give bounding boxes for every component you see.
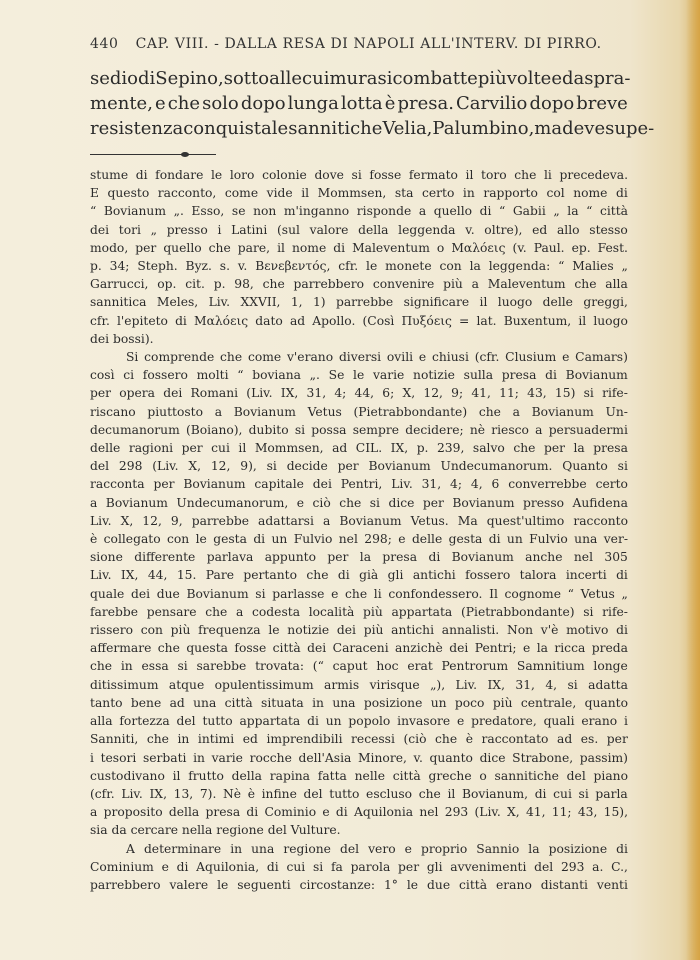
footnote-line: decumanorum (Boiano), dubito si possa sempre decidere; nè riesco a persuadermi: [90, 422, 628, 437]
footnote-separator-ornament: [181, 152, 189, 157]
page-edge-shading: [686, 0, 700, 960]
footnote-line: dei tori „ presso i Latini (sul valore della leggenda v. oltre), ed allo stesso: [90, 222, 628, 237]
footnote-line: Garrucci, op. cit. p. 98, che parrebbero convenire più a Maleventum che alla: [90, 277, 628, 292]
footnote-line: modo, per quello che pare, il nome di Maleventum o Μαλόεις (v. Paul. ep. Fest.: [90, 240, 628, 255]
footnote-line: custodivano il frutto della rapina fatta nelle città greche o sannitiche del piano: [90, 768, 628, 783]
footnote-line: ditissimum atque opulentissimum armis virisque „), Liv. IX, 31, 4, si adatta: [90, 677, 628, 692]
footnote-line: a Bovianum Undecumanorum, e ciò che si dice per Bovianum presso Aufidena: [90, 495, 628, 510]
footnote-separator: [90, 154, 216, 155]
footnote-line: è collegato con le gesta di un Fulvio nel 298; e delle gesta di un Fulvio una ver-: [90, 532, 628, 547]
footnote-text: [90, 166, 628, 894]
footnote-line: Liv. X, 12, 9, parrebbe adattarsi a Bovianum Vetus. Ma quest'ultimo racconto: [90, 513, 628, 528]
footnote-line: sannitica Meles, Liv. XXVII, 1, 1) parrebbe significare il luogo delle greggi,: [90, 295, 628, 310]
main-text-line: mente, e che solo dopo lunga lotta è presa. Carvilio dopo breve: [90, 93, 628, 114]
running-header: [90, 36, 630, 52]
footnote-line: i tesori serbati in varie rocche dell'Asia Minore, v. quanto dice Strabone, passim): [90, 750, 628, 765]
main-body-text: [90, 66, 655, 141]
footnote-line: delle ragioni per cui il Mommsen, ad CIL. IX, p. 239, salvo che per la presa: [90, 441, 628, 456]
main-text-line: resistenza conquista le sannitiche Velia, Palumbino, ma deve supe-: [90, 118, 655, 139]
footnote-line: p. 34; Steph. Byz. s. v. Βενεβεντός, cfr. le monete con la leggenda: “ Malies „: [90, 259, 628, 274]
footnote-line: cfr. l'epiteto di Μαλόεις dato ad Apollo. (Così Πυξόεις = lat. Buxentum, il luogo: [90, 313, 628, 328]
footnote-line: Cominium e di Aquilonia, di cui si fa parola per gli avvenimenti del 293 a. C.,: [90, 859, 628, 874]
footnote-line: farebbe pensare che a codesta località più appartata (Pietrabbondante) si rife-: [90, 604, 628, 619]
footnote-line: Sanniti, che in intimi ed imprendibili recessi (ciò che è raccontato ad es. per: [90, 732, 628, 747]
running-title: CAP. VIII. - DALLA RESA DI NAPOLI ALL'INTERV. DI PIRRO.: [135, 36, 602, 52]
footnote-line: Si comprende che come v'erano diversi ovili e chiusi (cfr. Clusium e Camars): [126, 350, 628, 365]
footnote-line: “ Bovianum „. Esso, se non m'inganno risponde a quello di “ Gabii „ la “ città: [90, 204, 628, 219]
footnote-line: (cfr. Liv. IX, 13, 7). Nè è infine del tutto escluso che il Bovianum, di cui si parla: [90, 786, 628, 801]
footnote-line: così ci fossero molti “ boviana „. Se le varie notizie sulla presa di Bovianum: [90, 368, 628, 383]
footnote-line: Liv. IX, 44, 15. Pare pertanto che di già gli antichi fossero talora incerti di: [90, 568, 628, 583]
footnote-line: racconta per Bovianum capitale dei Pentri, Liv. 31, 4; 4, 6 converrebbe certo: [90, 477, 628, 492]
footnote-line: A determinare in una regione del vero e proprio Sannio la posizione di: [126, 841, 628, 856]
footnote-line: a proposito della presa di Cominio e di Aquilonia nel 293 (Liv. X, 41, 11; 43, 15),: [90, 805, 628, 820]
footnote-line: per opera dei Romani (Liv. IX, 31, 4; 44, 6; X, 12, 9; 41, 11; 43, 15) si rife-: [90, 386, 628, 401]
main-text-line: sedio di Sepino, sotto alle cui mura si combatte più volte ed aspra-: [90, 68, 631, 89]
page-number: 440: [90, 36, 119, 52]
footnote-line: che in essa si sarebbe trovata: (“ caput hoc erat Pentrorum Samnitium longe: [90, 659, 628, 674]
footnote-line: parrebbero valere le seguenti circostanze: 1° le due città erano distanti venti: [90, 877, 628, 892]
footnote-line: quale dei due Bovianum si parlasse e che li confondessero. Il cognome “ Vetus „: [90, 586, 628, 601]
footnote-line: sione differente parlava appunto per la presa di Bovianum anche nel 305: [90, 550, 628, 565]
footnote-line: stume di fondare le loro colonie dove si fosse fermato il toro che li precedeva.: [90, 168, 628, 182]
footnote-line: rissero con più frequenza le notizie dei più antichi annalisti. Non v'è motivo di: [90, 623, 628, 638]
footnote-line: riscano piuttosto a Bovianum Vetus (Pietrabbondante) che a Bovianum Un-: [90, 404, 628, 419]
footnote-line: alla fortezza del tutto appartata di un popolo invasore e predatore, quali erano i: [90, 714, 628, 729]
footnote-line: dei bossi).: [90, 331, 154, 346]
footnote-line: affermare che questa fosse città dei Caraceni anzichè dei Pentri; e la ricca preda: [90, 641, 628, 656]
footnote-line: E questo racconto, come vide il Mommsen, sta certo in rapporto col nome di: [90, 186, 628, 201]
footnote-line: sia da cercare nella regione del Vulture.: [90, 823, 341, 838]
footnote-line: tanto bene ad una città situata in una posizione un poco più centrale, quanto: [90, 695, 628, 710]
footnote-line: del 298 (Liv. X, 12, 9), si decide per Bovianum Undecumanorum. Quanto si: [90, 459, 628, 474]
